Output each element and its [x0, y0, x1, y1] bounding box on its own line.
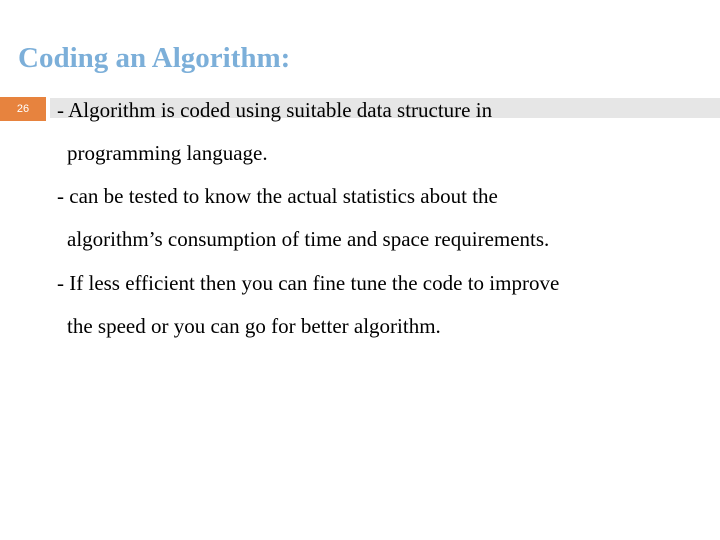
- body-line: - Algorithm is coded using suitable data structure in: [57, 98, 493, 122]
- body-line: the speed or you can go for better algorithm.: [67, 314, 441, 338]
- body-line: algorithm’s consumption of time and space requirements.: [67, 227, 550, 251]
- body-line: - can be tested to know the actual statistics about the: [57, 184, 498, 208]
- slide-title: Coding an Algorithm:: [18, 42, 291, 74]
- body-line: - If less efficient then you can fine tune the code to improve: [57, 271, 560, 295]
- body-line: programming language.: [67, 141, 268, 165]
- slide-number: 26: [16, 102, 30, 115]
